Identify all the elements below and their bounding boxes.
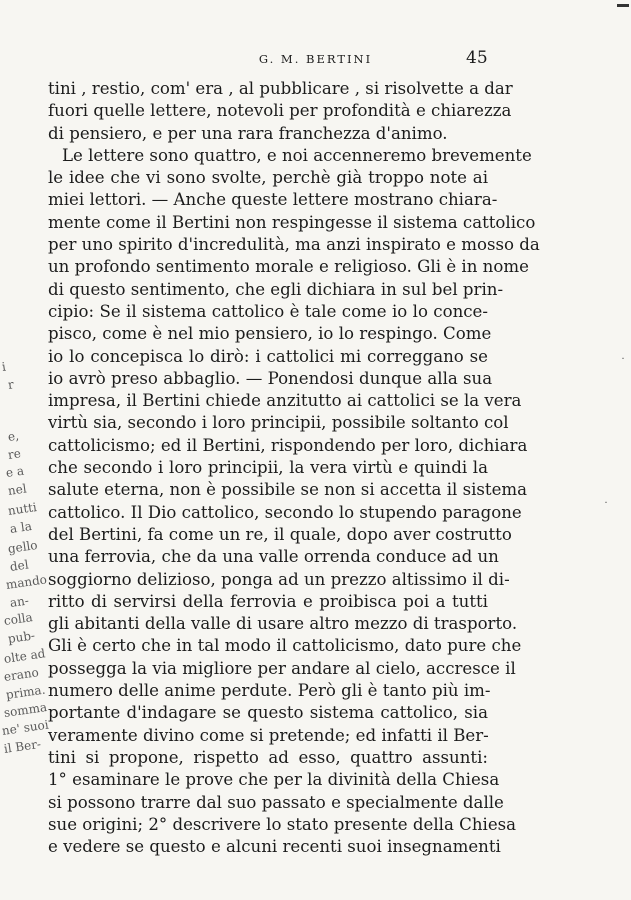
text-line: del Bertini, fa come un re, il quale, dopo aver costrutto [48,524,512,544]
bleed-fragment: a la [9,519,33,536]
bleed-fragment: nel [7,481,28,498]
text-line: numero delle anime perdute. Però gli è tanto più im- [48,681,491,701]
text-line: di questo sentimento, che egli dichiara in sul bel prin- [48,279,504,299]
bleed-fragment: i [1,359,7,374]
text-line: che secondo i loro principii, la vera virtù e quindi la [48,458,488,478]
text-line: e vedere se questo e alcuni recenti suoi insegnamenti [48,837,501,857]
bleed-fragment: r [7,377,15,392]
text-line: veramente divino come si pretende; ed infatti il Ber- [48,725,489,745]
bleed-fragment: e, [7,428,20,444]
bleed-fragment: prima. [5,682,47,702]
text-line: cattolicismo; ed il Bertini, rispondendo per loro, dichiara [48,435,528,455]
text-line: tini si propone, rispetto ad esso, quattro assunti: [48,747,488,767]
bleed-fragment: erano [3,665,40,684]
text-line: Le lettere sono quattro, e noi accenneremo brevemente [62,145,532,165]
text-line: le idee che vi sono svolte, perchè già troppo note ai [48,168,488,188]
scan-speck: ˙ [620,356,626,370]
text-line: cattolico. Il Dio cattolico, secondo lo stupendo paragone [48,502,522,522]
text-line: una ferrovia, che da una valle orrenda conduce ad un [48,547,499,567]
body-text [48,78,540,858]
text-line: portante d'indagare se questo sistema cattolico, sia [48,703,488,723]
bleed-fragment: e a [5,463,25,480]
bleed-fragment: ne' suoi [1,717,50,738]
text-line: sue origini; 2° descrivere lo stato presente della Chiesa [48,814,517,834]
text-line: salute eterna, non è possibile se non si accetta il sistema [48,480,528,500]
text-line: cipio: Se il sistema cattolico è tale come io lo conce- [48,301,488,321]
text-line: ritto di servirsi della ferrovia e proibisca poi a tutti [48,591,488,611]
running-title: G. M. BERTINI [258,52,373,66]
bleed-fragment: re [7,446,22,462]
text-line: 1° esaminare le prove che per la divinità della Chiesa [48,770,500,790]
text-line: si possono trarre dal suo passato e specialmente dalle [48,792,504,812]
scan-speck: ˙ [603,500,609,514]
page-number: 45 [466,48,488,68]
bleed-fragment: olte ad [3,646,47,666]
bleed-fragment: pub- [7,628,36,646]
text-line: fuori quelle lettere, notevoli per profondità e chiarezza [48,101,512,121]
text-line: mente come il Bertini non respingesse il sistema cattolico [48,212,536,232]
bleed-fragment: nutti [7,500,38,518]
bleed-fragment: il Ber- [3,736,42,756]
bleed-fragment: colla [3,610,34,628]
bleed-fragment: mando [5,572,48,592]
text-line: soggiorno delizioso, ponga ad un prezzo altissimo il di- [48,569,510,589]
bleed-fragment: del [9,557,30,574]
bleed-fragment: somma [3,700,48,720]
bleed-fragment: gello [7,537,39,556]
text-line: gli abitanti della valle di usare altro mezzo di trasporto. [48,614,518,634]
text-line: di pensiero, e per una rara franchezza d'animo. [48,123,448,143]
bleed-fragment: an- [9,593,30,610]
text-line: impresa, il Bertini chiede anzitutto ai cattolici se la vera [48,391,522,411]
text-line: per uno spirito d'incredulità, ma anzi inspirato e mosso da [48,235,540,255]
text-line: Gli è certo che in tal modo il cattolicismo, dato pure che [48,636,522,656]
text-line: virtù sia, secondo i loro principii, possibile soltanto col [48,413,509,433]
text-line: io avrò preso abbaglio. — Ponendosi dunque alla sua [48,368,493,388]
text-line: io lo concepisca lo dirò: i cattolici mi correggano se [48,346,488,366]
text-line: un profondo sentimento morale e religioso. Gli è in nome [48,257,529,277]
text-line: miei lettori. — Anche queste lettere mostrano chiara- [48,190,498,210]
text-line: pisco, come è nel mio pensiero, io lo respingo. Come [48,324,492,344]
text-line: possegga la via migliore per andare al cielo, accresce il [48,658,516,678]
scan-corner-mark [617,4,629,15]
text-line: tini , restio, com' era , al pubblicare , si risolvette a dar [48,79,513,98]
